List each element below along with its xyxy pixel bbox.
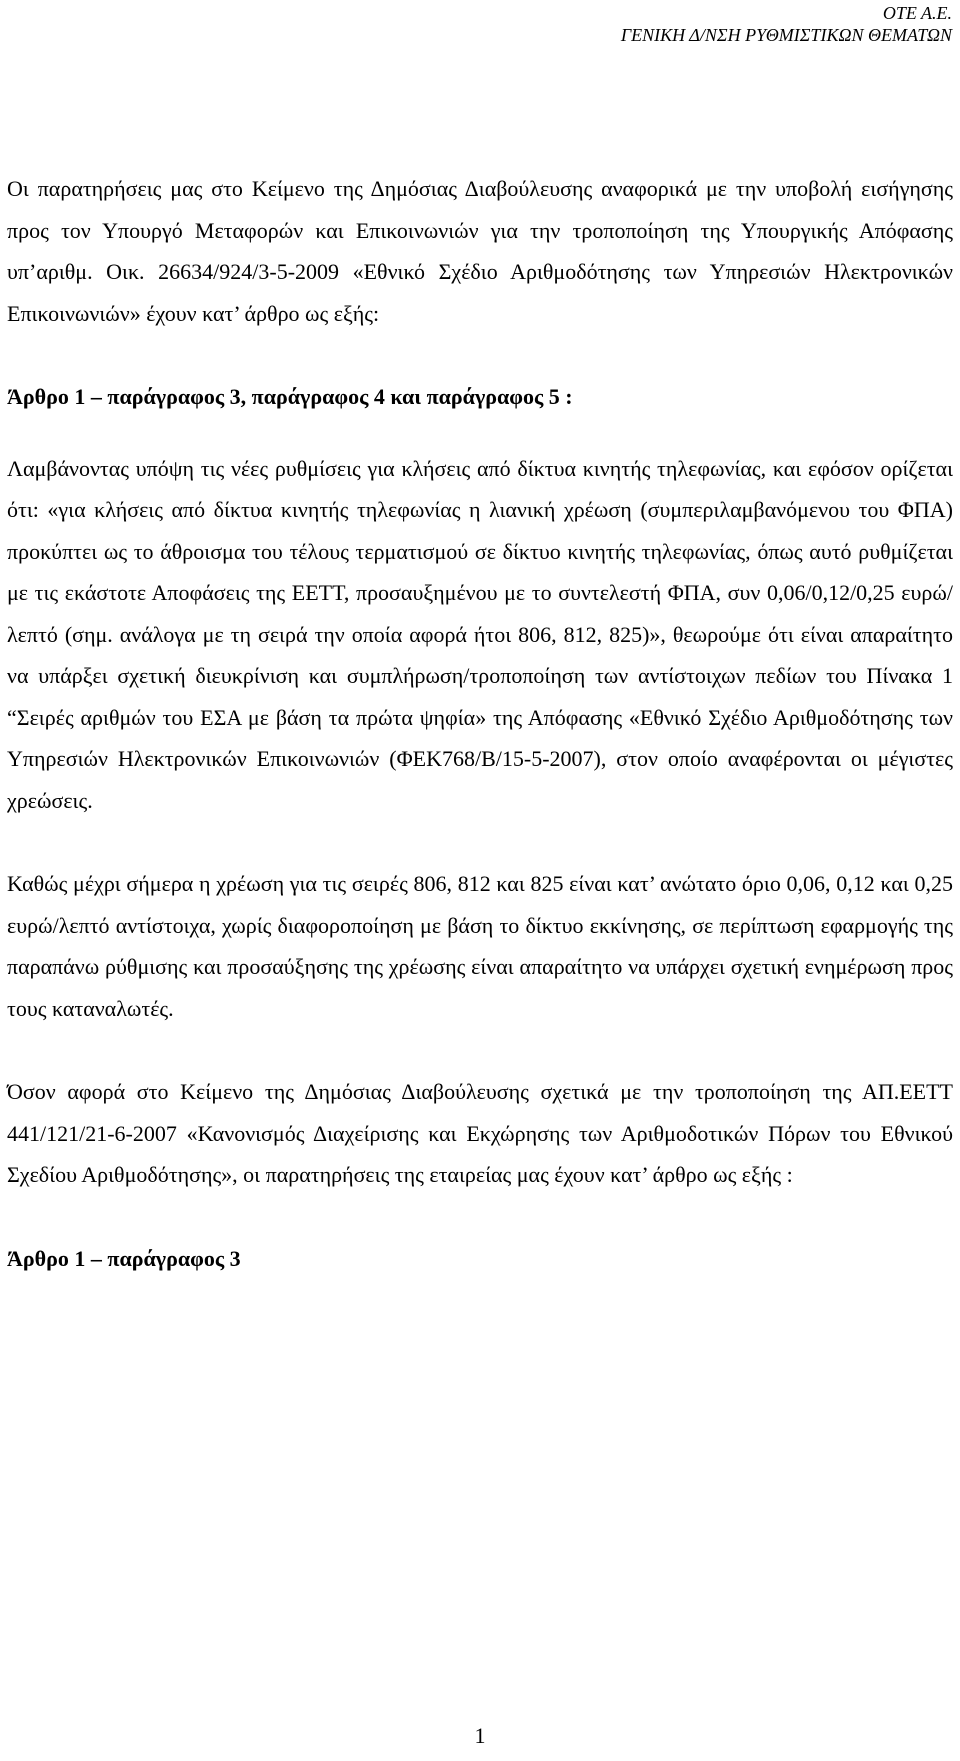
article-1-paragraph-2: Καθώς μέχρι σήμερα η χρέωση για τις σειρές 806, 812 και 825 είναι κατ’ ανώτατο όριο 0,06, 0,12 και 0,25 ευρώ/λεπτό αντίστοιχα, χωρίς διαφοροποίηση με βάση το δίκτυο εκκίνησης, σε περίπτωση εφαρμογής της παραπάνω ρύθμισης και προσαύξησης της χρέωσης είναι απαραίτητο να υπάρχει σχετική ενημέρωση προς τους καταναλωτές. xyxy=(7,871,953,1021)
spacer xyxy=(7,821,953,863)
section-2-intro-paragraph: Όσον αφορά στο Κείμενο της Δημόσιας Διαβούλευσης σχετικά με την τροποποίηση της ΑΠ.ΕΕΤΤ 441/121/21-6-2007 «Κανονισμός Διαχείρισης και Εκχώρησης των Αριθμοδοτικών Πόρων του Εθνικού Σχεδίου Αριθμοδότησης», οι παρατηρήσεις της εταιρείας μας έχουν κατ’ άρθρο ως εξής : xyxy=(7,1079,953,1187)
article-heading-1: Άρθρο 1 – παράγραφος 3, παράγραφος 4 και παράγραφος 5 : xyxy=(7,384,573,409)
header-company: ΟΤΕ Α.Ε. xyxy=(882,3,952,23)
page-number: 1 xyxy=(474,1723,486,1748)
spacer xyxy=(7,418,953,448)
document-body xyxy=(7,168,953,1279)
spacer xyxy=(7,1029,953,1071)
header-department: ΓΕΝΙΚΗ Δ/ΝΣΗ ΡΥΘΜΙΣΤΙΚΩΝ ΘΕΜΑΤΩΝ xyxy=(620,25,952,45)
article-heading-2: Άρθρο 1 – παράγραφος 3 xyxy=(7,1245,241,1271)
document-header xyxy=(621,2,952,46)
article-1-paragraph-1: Λαμβάνοντας υπόψη τις νέες ρυθμίσεις για κλήσεις από δίκτυα κινητής τηλεφωνίας, και εφόσον ορίζεται ότι: «για κλήσεις από δίκτυα κινητής τηλεφωνίας η λιανική χρέωση (συμπεριλαμβανόμενου του ΦΠΑ) προκύπτει ως το άθροισμα του τέλους τερματισμού σε δίκτυο κινητής τηλεφωνίας, όπως αυτό ρυθμίζεται με τις εκάστοτε Αποφάσεις της ΕΕΤΤ, προσαυξημένου με το συντελεστή ΦΠΑ, συν 0,06/0,12/0,25 ευρώ/λεπτό (σημ. ανάλογα με τη σειρά την οποία αφορά ήτοι 806, 812, 825)», θεωρούμε ότι είναι απαραίτητο να υπάρξει σχετική διευκρίνιση και συμπλήρωση/τροποποίηση των αντίστοιχων πεδίων του Πίνακα 1 “Σειρές αριθμών του ΕΣΑ με βάση τα πρώτα ψηφία» της Απόφασης «Εθνικό Σχέδιο Αριθμοδότησης των Υπηρεσιών Ηλεκτρονικών Επικοινωνιών (ΦΕΚ768/Β/15-5-2007), στον οποίο αναφέρονται οι μέγιστες χρεώσεις. xyxy=(7,455,953,813)
spacer xyxy=(7,334,953,376)
spacer xyxy=(7,1196,953,1238)
intro-paragraph: Οι παρατηρήσεις μας στο Κείμενο της Δημόσιας Διαβούλευσης αναφορικά με την υποβολή εισήγησης προς τον Υπουργό Μεταφορών και Επικοινωνιών για την τροποποίηση της Υπουργικής Απόφασης υπ’αριθμ. Οικ. 26634/924/3-5-2009 «Εθνικό Σχέδιο Αριθμοδότησης των Υπηρεσιών Ηλεκτρονικών Επικοινωνιών» έχουν κατ’ άρθρο ως εξής: xyxy=(7,176,953,326)
